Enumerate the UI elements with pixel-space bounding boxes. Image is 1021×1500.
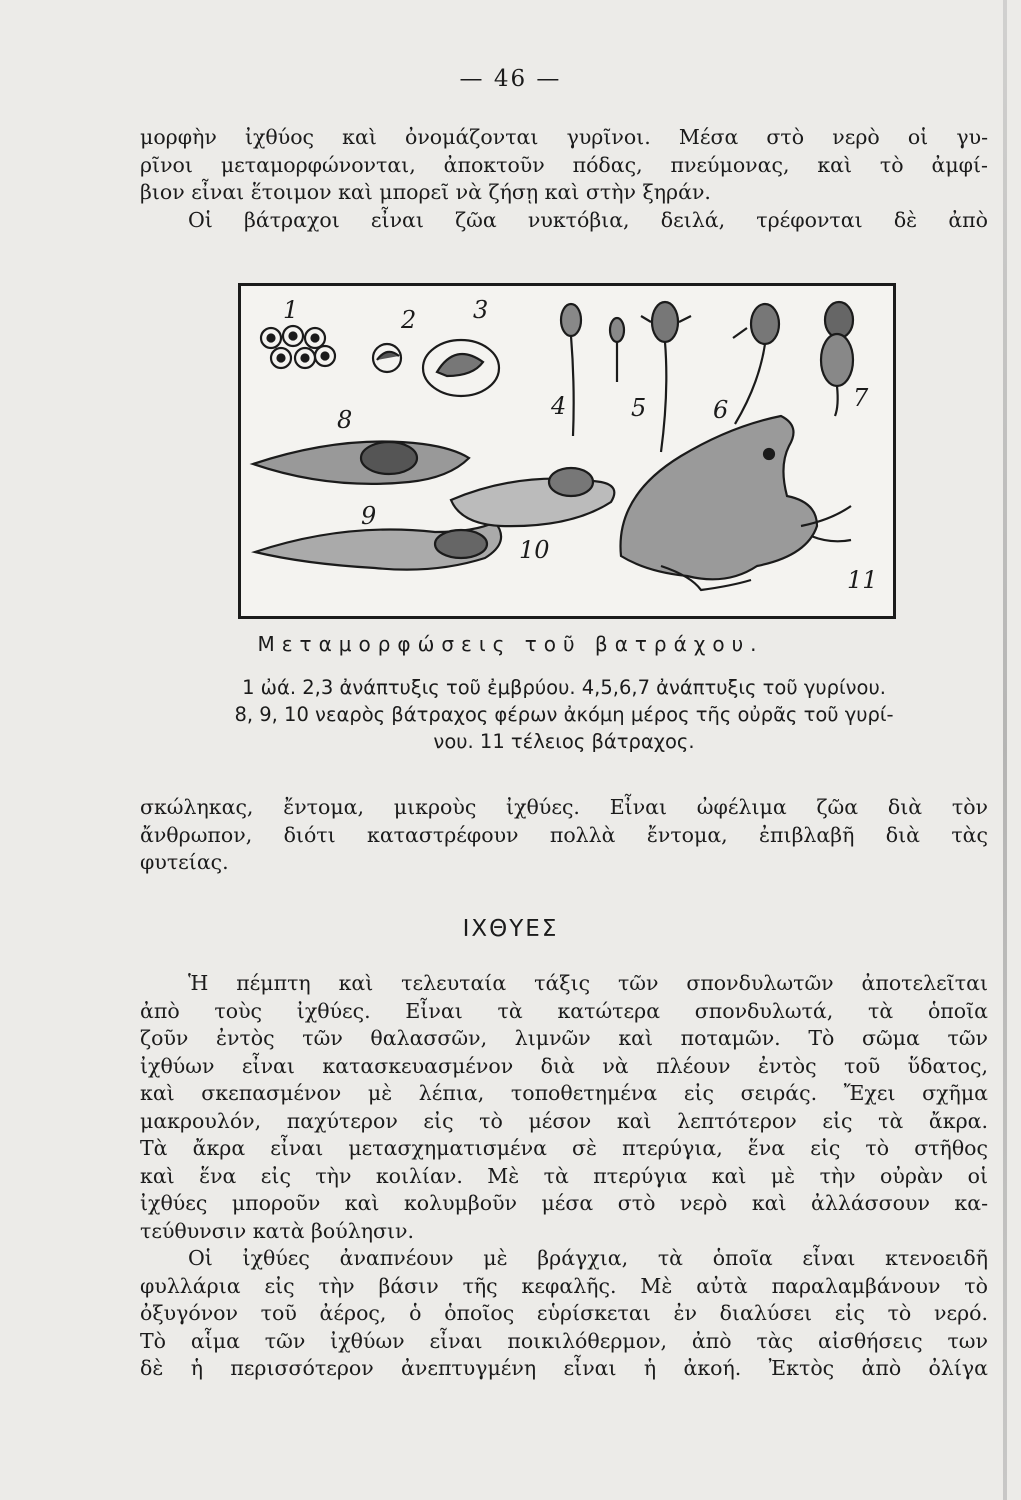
caption-line: νου. 11 τέλειος βάτραχος.: [433, 730, 695, 753]
intro-paragraph: [140, 124, 988, 234]
text-line: Τὸ αἷμα τῶν ἰχθύων εἶναι ποικιλόθερμον, ἀπὸ τὰς αἰσθήσεις των: [140, 1328, 988, 1353]
text-line: μακρουλόν, παχύτερον εἰς τὸ μέσον καὶ λεπτότερον εἰς τὰ ἄκρα.: [140, 1108, 988, 1133]
label-5: 5: [631, 394, 647, 422]
label-6: 6: [713, 396, 729, 424]
text-line: καὶ σκεπασμένον μὲ λέπια, τοποθετημένα εἰς σειράς. Ἔχει σχῆμα: [140, 1081, 988, 1105]
text-line: φυτείας.: [140, 850, 229, 874]
text-line: ἄνθρωπον, διότι καταστρέφουν πολλὰ ἔντομα, ἐπιβλαβῆ διὰ τὰς: [140, 822, 988, 847]
tadpoles-drawing: [561, 302, 853, 452]
text-line: σκώληκας, ἔντομα, μικροὺς ἰχθύες. Εἶναι ὠφέλιμα ζῶα διὰ τὸν: [140, 795, 988, 819]
label-2: 2: [401, 306, 417, 334]
adult-frog-drawing: [621, 416, 818, 579]
figure-caption: [140, 674, 988, 755]
after-figure-paragraph: [140, 794, 988, 877]
text-line: δὲ ἡ περισσότερον ἀνεπτυγμένη εἶναι ἡ ἀκοή. Ἐκτὸς ἀπὸ ὀλίγα: [140, 1356, 988, 1380]
text-line: Οἱ ἰχθύες ἀναπνέουν μὲ βράγχια, τὰ ὁποῖα εἶναι κτενοειδῆ: [188, 1246, 988, 1270]
label-11: 11: [847, 566, 878, 594]
caption-line: 1 ὠά. 2,3 ἀνάπτυξις τοῦ ἐμβρύου. 4,5,6,7 ἀνάπτυξις τοῦ γυρίνου.: [242, 676, 886, 699]
eggs-drawing: [261, 326, 335, 368]
label-9: 9: [361, 502, 377, 530]
text-line: τεύθυνσιν κατὰ βούλησιν.: [140, 1218, 414, 1243]
text-line: βιον εἶναι ἕτοιμον καὶ μπορεῖ νὰ ζήσῃ καὶ στὴν ξηράν.: [140, 180, 711, 204]
label-8: 8: [337, 406, 353, 434]
text-line: ὀξυγόνον τοῦ ἀέρος, ὁ ὁποῖος εὑρίσκεται ἐν διαλύσει εἰς τὸ νερό.: [140, 1301, 988, 1325]
text-line: Ἡ πέμπτη καὶ τελευταία τάξις τῶν σπονδυλωτῶν ἀποτελεῖται: [188, 971, 988, 995]
figure-title: Μεταμορφώσεις τοῦ βατράχου.: [257, 632, 764, 656]
section-heading: ΙΧΘΥΕΣ: [462, 916, 559, 942]
label-3: 3: [473, 296, 489, 324]
text-line: ἀπὸ τοὺς ἰχθύες. Εἶναι τὰ κατώτερα σπονδυλωτά, τὰ ὁποῖα: [140, 998, 988, 1023]
text-line: Τὰ ἄκρα εἶναι μετασχηματισμένα σὲ πτερύγια, ἕνα εἰς τὸ στῆθος: [140, 1136, 988, 1160]
text-line: ζοῦν ἐντὸς τῶν θαλασσῶν, λιμνῶν καὶ ποταμῶν. Τὸ σῶμα τῶν: [140, 1026, 988, 1050]
text-line: ρῖνοι μεταμορφώνονται, ἀποκτοῦν πόδας, πνεύμονας, καὶ τὸ ἀμφί-: [140, 152, 988, 177]
caption-line: 8, 9, 10 νεαρὸς βάτραχος φέρων ἀκόμη μέρος τῆς οὐρᾶς τοῦ γυρί-: [234, 703, 894, 726]
label-1: 1: [283, 296, 299, 324]
label-4: 4: [551, 392, 567, 420]
fish-paragraph-1: [140, 970, 988, 1383]
text-line: ἰχθύων εἶναι κατασκευασμένον διὰ νὰ πλέουν ἐντὸς τοῦ ὕδατος,: [140, 1053, 988, 1078]
text-line: μορφὴν ἰχθύος καὶ ὀνομάζονται γυρῖνοι. Μέσα στὸ νερὸ οἱ γυ-: [140, 125, 988, 149]
text-line: φυλλάρια εἰς τὴν βάσιν τῆς κεφαλῆς. Μὲ αὐτὰ παραλαμβάνουν τὸ: [140, 1273, 988, 1298]
page-number: — 46 —: [459, 66, 562, 92]
figure-illustration: [241, 286, 893, 616]
page-edge-shadow: [1003, 0, 1007, 1500]
label-7: 7: [853, 384, 869, 412]
text-line: καὶ ἕνα εἰς τὴν κοιλίαν. Μὲ τὰ πτερύγια καὶ μὲ τὴν οὐρὰν οἱ: [140, 1163, 988, 1188]
label-10: 10: [519, 536, 550, 564]
frog-metamorphosis-figure: [238, 283, 896, 619]
text-line: ἰχθύες μποροῦν καὶ κολυμβοῦν μέσα στὸ νερὸ καὶ ἀλλάσσουν κα-: [140, 1191, 988, 1215]
text-line: Οἱ βάτραχοι εἶναι ζῶα νυκτόβια, δειλά, τρέφονται δὲ ἀπὸ: [188, 207, 988, 232]
